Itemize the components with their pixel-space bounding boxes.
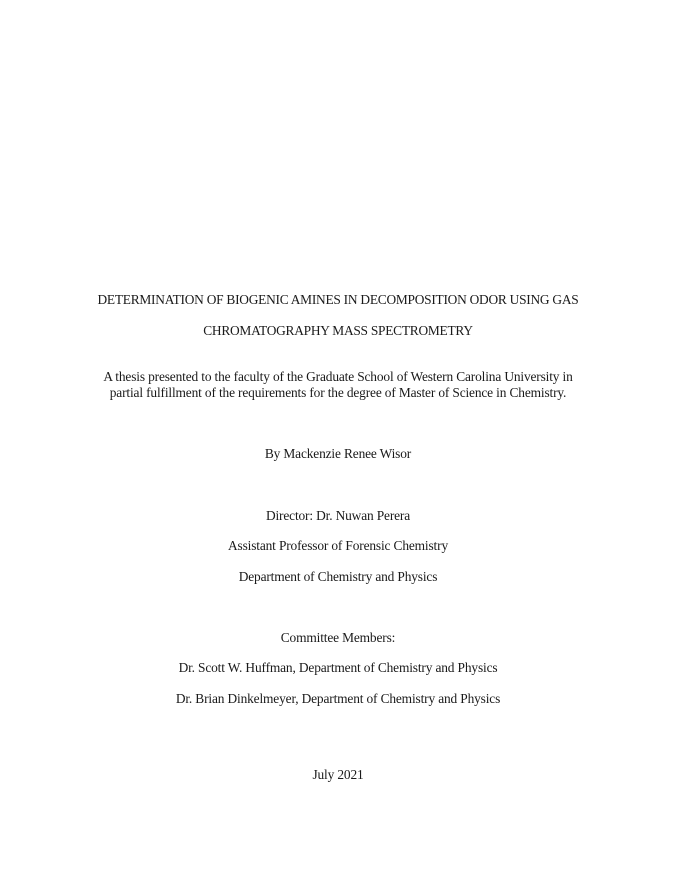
thesis-title-line-2: CHROMATOGRAPHY MASS SPECTROMETRY (203, 323, 473, 338)
thesis-title-line-1: DETERMINATION OF BIOGENIC AMINES IN DECOMPOSITION ODOR USING GAS (97, 292, 579, 307)
committee-heading: Committee Members: (280, 630, 396, 645)
committee-member: Dr. Scott W. Huffman, Department of Chemistry and Physics (178, 660, 498, 675)
author-name: By Mackenzie Renee Wisor (264, 446, 412, 461)
submission-date: July 2021 (312, 767, 364, 782)
director-title: Assistant Professor of Forensic Chemistry (228, 538, 448, 553)
director-department: Department of Chemistry and Physics (238, 569, 438, 584)
thesis-statement-line-1: A thesis presented to the faculty of the Graduate School of Western Carolina University in (103, 369, 573, 384)
committee-member: Dr. Brian Dinkelmeyer, Department of Chemistry and Physics (175, 691, 501, 706)
thesis-statement-line-2: partial fulfillment of the requirements for the degree of Master of Science in Chemistry. (109, 385, 567, 400)
director-name: Director: Dr. Nuwan Perera (265, 508, 411, 523)
